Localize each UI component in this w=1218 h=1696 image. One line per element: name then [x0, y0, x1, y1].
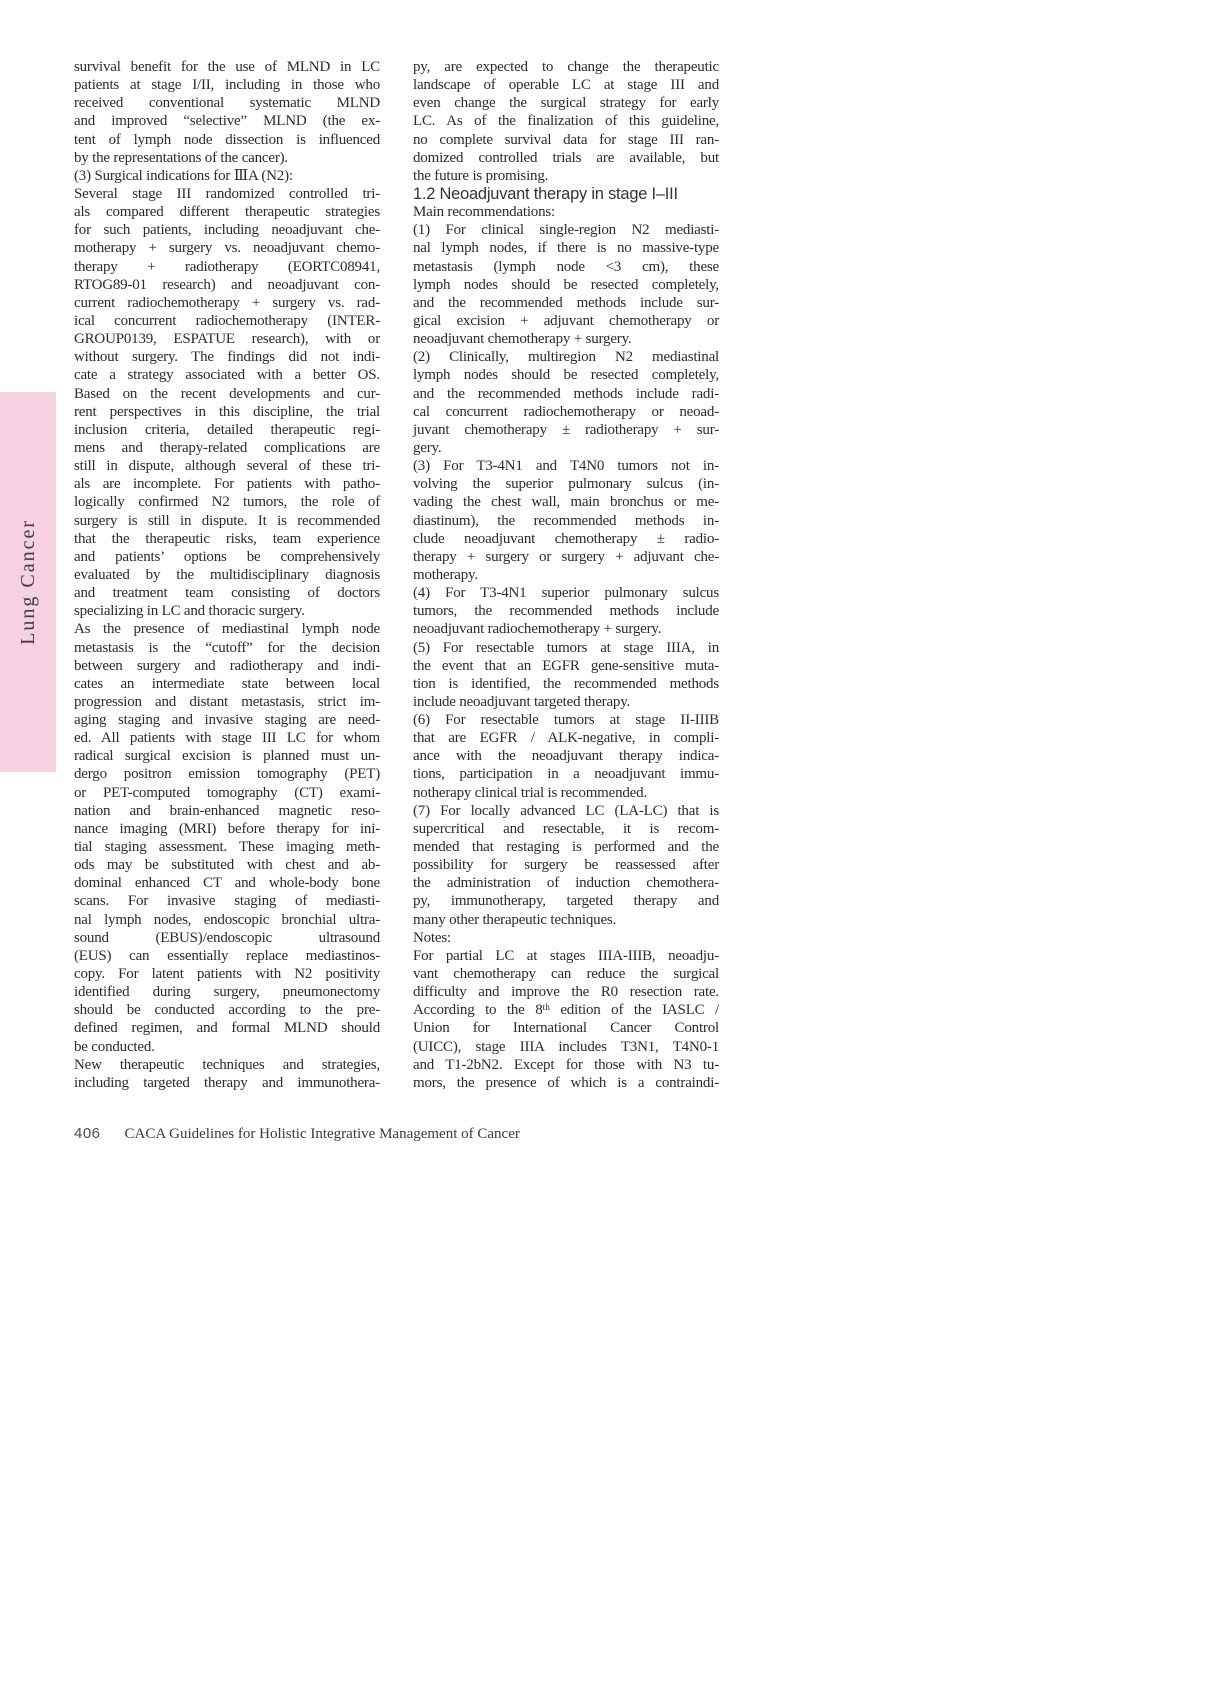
text-line: motherapy + surgery vs. neoadjuvant chemo-: [74, 240, 380, 257]
page-footer: [74, 1125, 520, 1143]
left-column: [74, 58, 380, 1092]
text-line: (3) For T3-4N1 and T4N0 tumors not in-: [413, 458, 719, 475]
text-line: by the representations of the cancer).: [74, 149, 288, 166]
text-line: patients at stage I/II, including in those who: [74, 77, 380, 94]
text-line: radical surgical excision is planned must un-: [74, 748, 380, 765]
text-line: aging staging and invasive staging are need-: [74, 712, 380, 729]
footer-running-title: CACA Guidelines for Holistic Integrative Management of Cancer: [124, 1126, 520, 1142]
text-line: scans. For invasive staging of mediasti-: [74, 893, 380, 910]
text-line: (2) Clinically, multiregion N2 mediastinal: [413, 349, 719, 366]
text-line: nation and brain-enhanced magnetic reso-: [74, 802, 380, 819]
text-line: ed. All patients with stage III LC for whom: [74, 730, 380, 747]
text-line: landscape of operable LC at stage III and: [413, 77, 719, 94]
text-line: received conventional systematic MLND: [74, 95, 380, 112]
text-line: no complete survival data for stage III ran-: [413, 131, 719, 148]
text-line: volving the superior pulmonary sulcus (in-: [413, 476, 719, 493]
text-line: current radiochemotherapy + surgery vs. rad-: [74, 294, 380, 311]
text-line: tion is identified, the recommended methods: [413, 675, 719, 692]
text-line: dergo positron emission tomography (PET): [74, 766, 380, 783]
text-line: py, immunotherapy, targeted therapy and: [413, 893, 719, 910]
text-line: tent of lymph node dissection is influenced: [74, 131, 380, 148]
text-line: (3) Surgical indications for ⅢA (N2):: [74, 167, 293, 184]
text-line: and treatment team consisting of doctors: [74, 585, 380, 602]
text-line: domized controlled trials are available, but: [413, 149, 719, 166]
text-line: (4) For T3-4N1 superior pulmonary sulcus: [413, 585, 719, 602]
text-line: vant chemotherapy can reduce the surgical: [413, 966, 719, 983]
text-line: clude neoadjuvant chemotherapy ± radio-: [413, 530, 719, 547]
text-line: motherapy.: [413, 566, 478, 583]
text-line: defined regimen, and formal MLND should: [74, 1020, 380, 1037]
text-line: progression and distant metastasis, strict im-: [74, 693, 380, 710]
text-line: nal lymph nodes, endoscopic bronchial ultra-: [74, 911, 380, 928]
text-line: or PET-computed tomography (CT) exami-: [74, 784, 380, 801]
text-line: vading the chest wall, main bronchus or me-: [413, 494, 719, 511]
text-line: Notes:: [413, 929, 451, 946]
text-line: logically confirmed N2 tumors, the role of: [74, 494, 380, 511]
text-line: diastinum), the recommended methods in-: [413, 512, 719, 529]
text-line: gery.: [413, 439, 442, 456]
text-line: and patients’ options be comprehensively: [74, 548, 380, 565]
text-line: als compared different therapeutic strategies: [74, 204, 380, 221]
chapter-tab: [0, 392, 56, 772]
text-line: tial staging assessment. These imaging meth-: [74, 839, 380, 856]
text-line: should be conducted according to the pre-: [74, 1002, 380, 1019]
text-line: mens and therapy-related complications are: [74, 439, 380, 456]
text-line: be conducted.: [74, 1038, 155, 1055]
text-line: including targeted therapy and immunothera-: [74, 1074, 380, 1091]
text-line: (1) For clinical single-region N2 mediasti-: [413, 222, 719, 239]
text-line: the future is promising.: [413, 167, 549, 184]
text-line: rent perspectives in this discipline, the trial: [74, 403, 380, 420]
text-line: ical concurrent radiochemotherapy (INTER-: [74, 312, 380, 329]
text-line: (6) For resectable tumors at stage II-IIIB: [413, 712, 719, 729]
text-line: Main recommendations:: [413, 204, 556, 221]
text-line: tions, participation in a neoadjuvant immu-: [413, 766, 719, 783]
text-line: still in dispute, although several of these tri-: [74, 458, 380, 475]
section-heading: 1.2 Neoadjuvant therapy in stage I–III: [413, 184, 678, 203]
text-line: possibility for surgery be reassessed after: [413, 857, 719, 874]
text-line: mended that restaging is performed and the: [413, 839, 719, 856]
text-line: that the therapeutic risks, team experience: [74, 530, 380, 547]
text-line: without surgery. The findings did not indi-: [74, 349, 380, 366]
text-line: (EUS) can essentially replace mediastinos-: [74, 947, 380, 964]
text-line: even change the surgical strategy for early: [413, 95, 719, 112]
text-line: (UICC), stage IIIA includes T3N1, T4N0-1: [413, 1038, 719, 1055]
text-line: Several stage III randomized controlled tri-: [74, 185, 380, 202]
text-line: Based on the recent developments and cur-: [74, 385, 380, 402]
text-line: nal lymph nodes, if there is no massive-type: [413, 240, 719, 257]
text-line: According to the 8ᵗʰ edition of the IASLC /: [413, 1002, 719, 1019]
text-line: py, are expected to change the therapeutic: [413, 59, 719, 75]
text-line: dominal enhanced CT and whole-body bone: [74, 875, 380, 892]
text-line: lymph nodes should be resected completely,: [413, 367, 719, 384]
text-line: tumors, the recommended methods include: [413, 603, 719, 620]
text-line: neoadjuvant chemotherapy + surgery.: [413, 331, 632, 348]
text-line: nance imaging (MRI) before therapy for ini-: [74, 820, 380, 837]
text-line: LC. As of the finalization of this guideline,: [413, 113, 719, 130]
text-line: As the presence of mediastinal lymph node: [74, 621, 380, 638]
text-line: survival benefit for the use of MLND in LC: [74, 59, 380, 75]
text-line: the administration of induction chemothera-: [413, 875, 719, 892]
text-line: GROUP0139, ESPATUE research), with or: [74, 331, 380, 348]
text-line: surgery is still in dispute. It is recommended: [74, 512, 380, 529]
text-line: (7) For locally advanced LC (LA-LC) that is: [413, 802, 719, 819]
text-line: New therapeutic techniques and strategies,: [74, 1056, 380, 1073]
text-line: therapy + radiotherapy (EORTC08941,: [74, 258, 380, 275]
text-line: juvant chemotherapy ± radiotherapy + sur-: [413, 421, 719, 438]
text-line: gical excision + adjuvant chemotherapy or: [413, 312, 719, 329]
text-line: between surgery and radiotherapy and indi-: [74, 657, 380, 674]
chapter-tab-label: Lung Cancer: [16, 519, 39, 645]
text-line: the event that an EGFR gene-sensitive muta-: [413, 657, 719, 674]
text-line: difficulty and improve the R0 resection rate.: [413, 984, 719, 1001]
text-line: therapy + surgery or surgery + adjuvant che-: [413, 548, 719, 565]
text-line: evaluated by the multidisciplinary diagnosis: [74, 566, 380, 583]
text-line: For partial LC at stages IIIA-IIIB, neoadju-: [413, 947, 719, 964]
text-line: notherapy clinical trial is recommended.: [413, 784, 647, 801]
text-line: cates an intermediate state between local: [74, 675, 380, 692]
page-number: 406: [74, 1125, 101, 1142]
text-line: cate a strategy associated with a better OS.: [74, 367, 380, 384]
text-line: Union for International Cancer Control: [413, 1020, 719, 1037]
text-line: ance with the neoadjuvant therapy indica-: [413, 748, 719, 765]
text-columns: [74, 58, 719, 1092]
text-line: als are incomplete. For patients with patho-: [74, 476, 380, 493]
text-line: RTOG89-01 research) and neoadjuvant con-: [74, 276, 380, 293]
text-line: inclusion criteria, detailed therapeutic regi-: [74, 421, 380, 438]
text-line: lymph nodes should be resected completely,: [413, 276, 719, 293]
text-line: cal concurrent radiochemotherapy or neoad-: [413, 403, 719, 420]
text-line: that are EGFR / ALK-negative, in compli-: [413, 730, 719, 747]
text-line: for such patients, including neoadjuvant che-: [74, 222, 380, 239]
text-line: neoadjuvant radiochemotherapy + surgery.: [413, 621, 662, 638]
right-column: [413, 58, 719, 1092]
text-line: metastasis (lymph node <3 cm), these: [413, 258, 719, 275]
text-line: identified during surgery, pneumonectomy: [74, 984, 380, 1001]
text-line: specializing in LC and thoracic surgery.: [74, 603, 305, 620]
text-line: (5) For resectable tumors at stage IIIA, in: [413, 639, 719, 656]
text-line: and the recommended methods include radi-: [413, 385, 719, 402]
text-line: supercritical and resectable, it is recom-: [413, 820, 719, 837]
text-line: ods may be substituted with chest and ab-: [74, 857, 380, 874]
text-line: and improved “selective” MLND (the ex-: [74, 113, 380, 130]
text-line: and the recommended methods include sur-: [413, 294, 719, 311]
text-line: many other therapeutic techniques.: [413, 911, 617, 928]
text-line: copy. For latent patients with N2 positivity: [74, 966, 380, 983]
text-line: sound (EBUS)/endoscopic ultrasound: [74, 929, 380, 946]
text-line: metastasis is the “cutoff” for the decision: [74, 639, 380, 656]
text-line: and T1-2bN2. Except for those with N3 tu-: [413, 1056, 719, 1073]
text-line: include neoadjuvant targeted therapy.: [413, 693, 631, 710]
text-line: mors, the presence of which is a contraindi-: [413, 1074, 719, 1091]
